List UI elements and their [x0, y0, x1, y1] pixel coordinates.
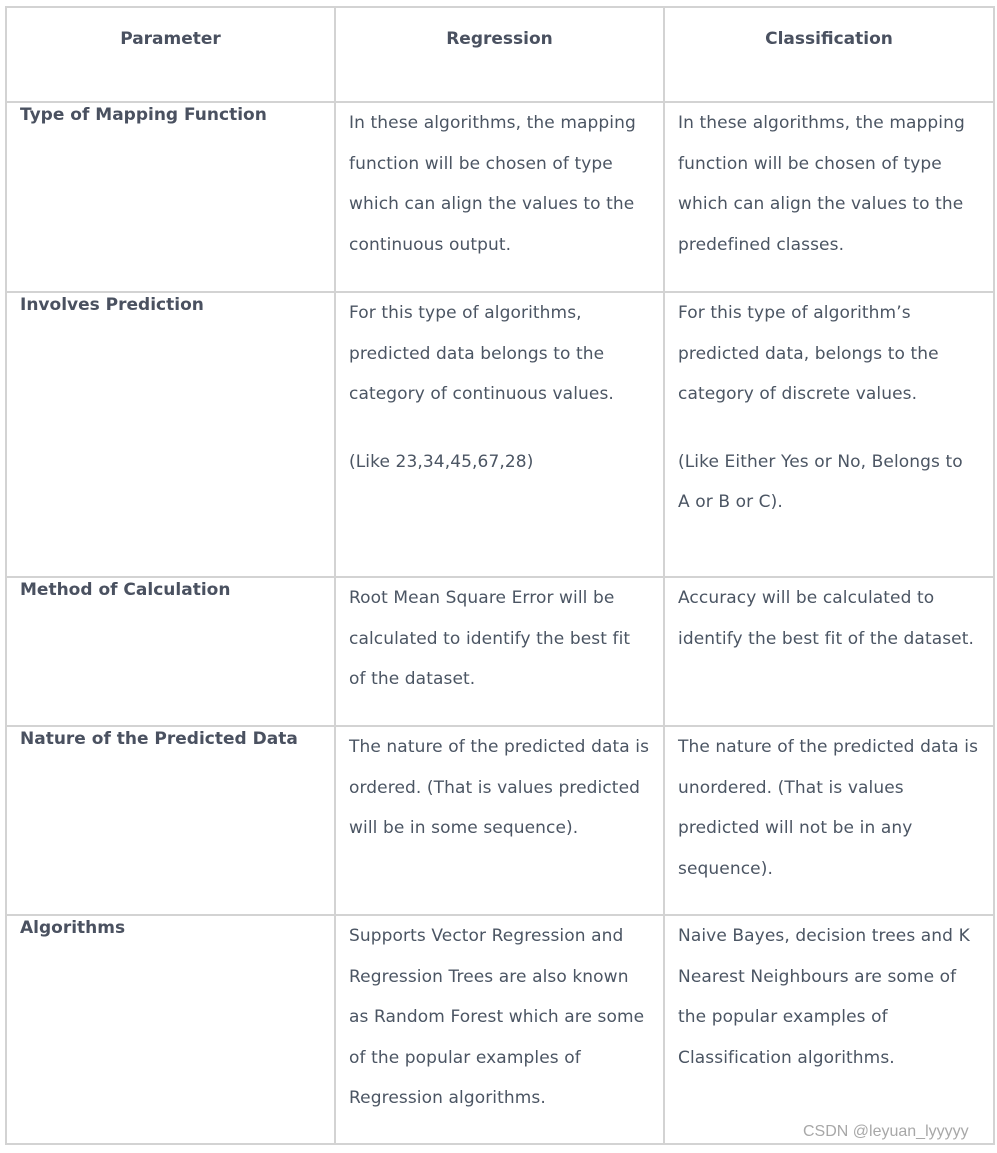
table-row — [6, 292, 994, 577]
row-classification: Accuracy will be calculated to identify the best fit of the dataset. — [664, 577, 994, 726]
header-regression: Regression — [335, 7, 664, 102]
row-classification: Naive Bayes, decision trees and K Nearest Neighbours are some of the popular examples of Classification algorithms. — [664, 915, 994, 1144]
header-row — [6, 7, 994, 102]
row-parameter: Nature of the Predicted Data — [6, 726, 335, 915]
table-row — [6, 577, 994, 726]
row-classification: In these algorithms, the mapping function will be chosen of type which can align the values to the predefined classes. — [664, 102, 994, 292]
table-row — [6, 915, 994, 1144]
row-regression: The nature of the predicted data is ordered. (That is values predicted will be in some sequence). — [335, 726, 664, 915]
table-row — [6, 102, 994, 292]
row-parameter: Method of Calculation — [6, 577, 335, 726]
row-regression: Root Mean Square Error will be calculated to identify the best fit of the dataset. — [335, 577, 664, 726]
comparison-table — [5, 6, 995, 1145]
row-parameter: Involves Prediction — [6, 292, 335, 577]
header-classification: Classification — [664, 7, 994, 102]
row-parameter: Algorithms — [6, 915, 335, 1144]
row-parameter: Type of Mapping Function — [6, 102, 335, 292]
row-regression: For this type of algorithms, predicted data belongs to the category of continuous values. (Like 23,34,45,67,28) — [335, 292, 664, 577]
watermark: CSDN @leyuan_lyyyyy — [803, 1123, 969, 1140]
row-classification: The nature of the predicted data is unordered. (That is values predicted will not be in any sequence). — [664, 726, 994, 915]
table-row — [6, 726, 994, 915]
row-regression: Supports Vector Regression and Regression Trees are also known as Random Forest which are some of the popular examples of Regression algorithms. — [335, 915, 664, 1144]
row-regression: In these algorithms, the mapping function will be chosen of type which can align the values to the continuous output. — [335, 102, 664, 292]
header-parameter: Parameter — [6, 7, 335, 102]
row-classification: For this type of algorithm’s predicted data, belongs to the category of discrete values. (Like Either Yes or No, Belongs to A or B or C). — [664, 292, 994, 577]
